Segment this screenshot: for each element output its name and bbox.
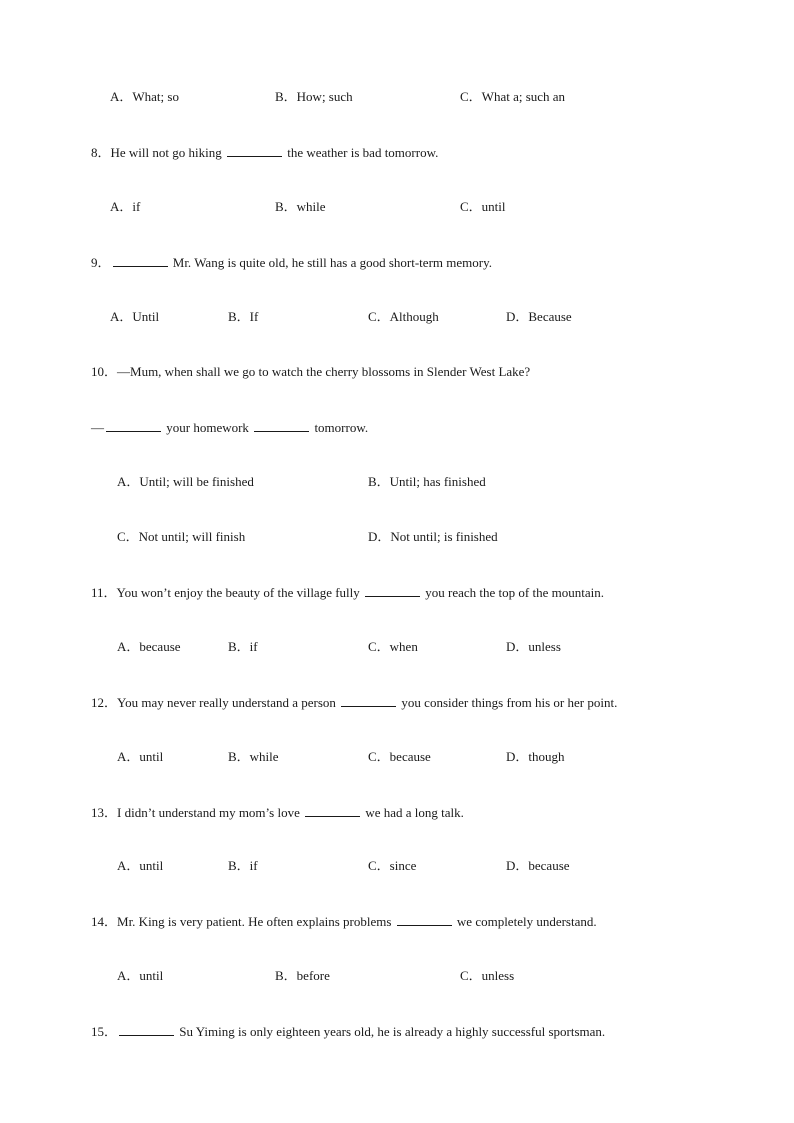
q9-option-c: C．Although (368, 309, 439, 324)
q11-number: 11． (91, 585, 117, 600)
q7-option-c: C．What a; such an (460, 89, 566, 104)
q13-option-d: D．because (506, 858, 570, 873)
q13-option-c: C．since (368, 858, 417, 873)
q8-text-before: He will not go hiking (110, 145, 222, 160)
q13-option-a: A．until (117, 858, 164, 873)
q10-option-b: B．Until; has finished (368, 474, 486, 489)
q10-number: 10． (91, 364, 118, 379)
q13-number: 13． (91, 805, 118, 820)
q11-text-after: you reach the top of the mountain. (425, 585, 604, 600)
q13-text-before: I didn’t understand my mom’s love (117, 805, 300, 820)
q10-option-a: A．Until; will be finished (117, 474, 254, 489)
q15-blank (119, 1023, 174, 1036)
q10-dash: — (91, 420, 104, 435)
q12-stem (91, 694, 617, 711)
q14-stem (91, 913, 597, 930)
q7-option-a: A．What; so (110, 89, 179, 104)
q10-text-mid: your homework (166, 420, 249, 435)
q8-option-a: A．if (110, 199, 141, 214)
q9-option-b: B．If (228, 309, 259, 324)
q11-text-before: You won’t enjoy the beauty of the village fully (116, 585, 360, 600)
q10-blank-2 (254, 419, 309, 432)
q8-option-c: C．until (460, 199, 506, 214)
q15-text-after: Su Yiming is only eighteen years old, he is already a highly successful sportsman. (179, 1024, 606, 1039)
q11-stem (91, 584, 604, 601)
q11-option-c: C．when (368, 639, 418, 654)
q12-text-before: You may never really understand a person (117, 695, 336, 710)
q11-blank (365, 584, 420, 597)
q14-option-c: C．unless (460, 968, 515, 983)
q8-option-b: B．while (275, 199, 326, 214)
q8-number: 8． (91, 145, 111, 160)
q10-blank-1 (106, 419, 161, 432)
q9-option-d: D．Because (506, 309, 572, 324)
q12-number: 12． (91, 695, 118, 710)
q10-option-d: D．Not until; is finished (368, 529, 498, 544)
q9-option-a: A．Until (110, 309, 160, 324)
q14-text-after: we completely understand. (456, 914, 597, 929)
q12-option-c: C．because (368, 749, 431, 764)
q11-option-a: A．because (117, 639, 181, 654)
q7-option-b: B．How; such (275, 89, 353, 104)
q9-number: 9． (91, 255, 111, 270)
q9-text-after: Mr. Wang is quite old, he still has a good short-term memory. (172, 255, 492, 270)
q13-blank (305, 804, 360, 817)
q14-blank (397, 913, 452, 926)
q10-answer-line (91, 419, 368, 436)
q8-text-after: the weather is bad tomorrow. (287, 145, 439, 160)
q15-number: 15． (91, 1024, 118, 1039)
q13-stem (91, 804, 464, 821)
q15-stem (91, 1023, 605, 1040)
q13-option-b: B．if (228, 858, 258, 873)
q12-option-b: B．while (228, 749, 279, 764)
q10-text-after: tomorrow. (314, 420, 369, 435)
q14-text-before: Mr. King is very patient. He often explains problems (117, 914, 392, 929)
q12-option-a: A．until (117, 749, 164, 764)
q13-text-after: we had a long talk. (365, 805, 464, 820)
q14-option-b: B．before (275, 968, 330, 983)
q10-option-c: C．Not until; will finish (117, 529, 246, 544)
q14-number: 14． (91, 914, 118, 929)
q8-stem (91, 144, 438, 161)
q11-option-d: D．unless (506, 639, 561, 654)
q10-stem (91, 364, 530, 380)
q8-blank (227, 144, 282, 157)
q14-option-a: A．until (117, 968, 164, 983)
q9-stem (91, 254, 492, 271)
q12-option-d: D．though (506, 749, 565, 764)
q9-blank (113, 254, 168, 267)
q12-blank (341, 694, 396, 707)
q10-line1: —Mum, when shall we go to watch the cherry blossoms in Slender West Lake? (117, 364, 531, 379)
q12-text-after: you consider things from his or her point. (401, 695, 618, 710)
q11-option-b: B．if (228, 639, 258, 654)
